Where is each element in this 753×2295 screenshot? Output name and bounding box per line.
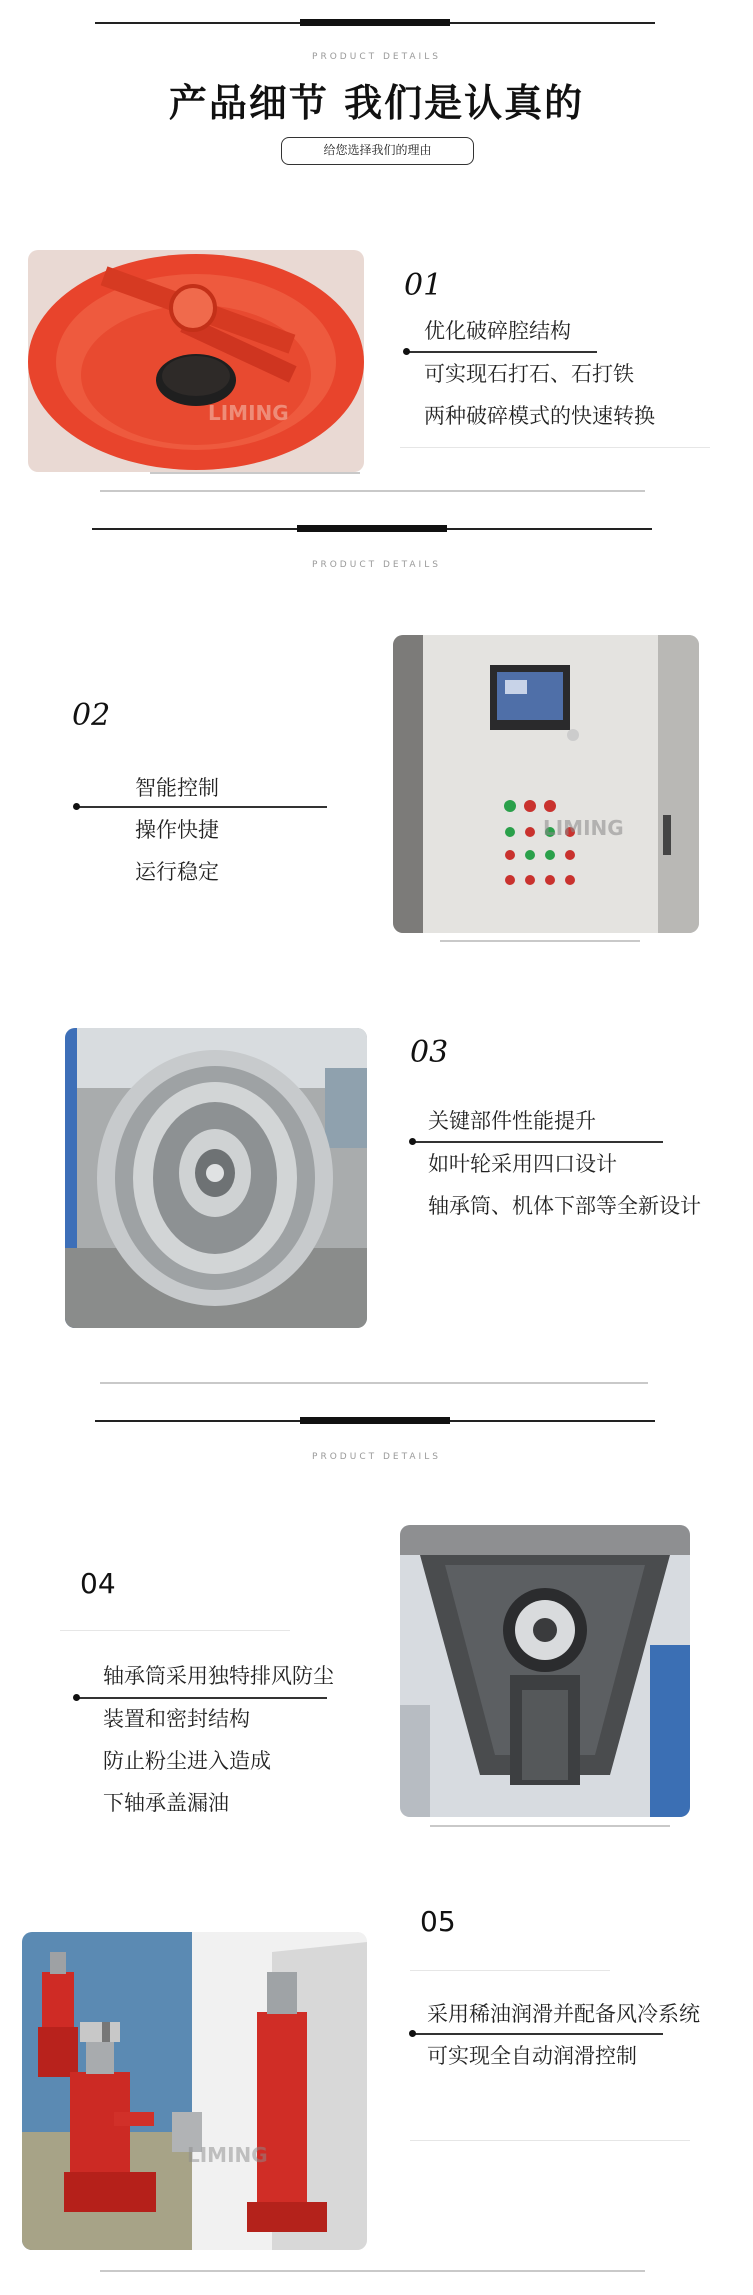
watermark-logo: LIMING [208, 401, 289, 425]
divider [410, 2140, 690, 2141]
feature-number: 02 [72, 698, 111, 733]
feature-line: 轴承筒采用独特排风防尘 [103, 1664, 334, 1688]
feature-line: 优化破碎腔结构 [424, 319, 571, 343]
feature-line: 轴承筒、机体下部等全新设计 [428, 1194, 701, 1218]
divider [430, 1825, 670, 1827]
section-subtitle: PRODUCT DETAILS [312, 560, 441, 570]
feature-line: 防止粉尘进入造成 [103, 1749, 271, 1773]
feature-line: 可实现全自动润滑控制 [427, 2044, 637, 2068]
feature-bullet-rule [77, 1697, 327, 1699]
divider [100, 1382, 648, 1384]
photo-impeller-housing [65, 1028, 367, 1328]
divider [410, 1970, 610, 1971]
feature-line: 如叶轮采用四口设计 [428, 1152, 617, 1176]
feature-line: 下轴承盖漏油 [103, 1791, 229, 1815]
feature-line: 运行稳定 [135, 860, 219, 884]
feature-number: 03 [410, 1035, 449, 1070]
watermark-logo: LIMING [187, 2143, 268, 2167]
photo-hydraulic-jack [22, 1932, 367, 2250]
section-subtitle: PRODUCT DETAILS [312, 1452, 441, 1462]
header-top-rule [95, 22, 655, 24]
divider [150, 472, 360, 474]
feature-bullet-rule [407, 351, 597, 353]
feature-line: 智能控制 [135, 776, 219, 800]
feature-line: 采用稀油润滑并配备风冷系统 [427, 2002, 700, 2026]
section-top-rule [95, 1420, 655, 1422]
feature-number: 04 [80, 1567, 116, 1600]
feature-bullet-rule [413, 1141, 663, 1143]
feature-line: 装置和密封结构 [103, 1707, 250, 1731]
feature-number: 01 [404, 268, 443, 303]
header-subtitle: PRODUCT DETAILS [312, 52, 441, 62]
divider [400, 447, 710, 448]
divider [440, 940, 640, 942]
feature-line: 可实现石打石、石打铁 [424, 362, 634, 386]
divider [100, 490, 645, 492]
photo-bearing-cylinder [400, 1525, 690, 1817]
watermark-logo: LIMING [543, 816, 624, 840]
feature-bullet-rule [77, 806, 327, 808]
feature-line: 关键部件性能提升 [428, 1109, 596, 1133]
photo-crusher-chamber [28, 250, 364, 472]
reason-pill: 给您选择我们的理由 [281, 137, 474, 165]
photo-control-cabinet [393, 635, 699, 933]
feature-line: 操作快捷 [135, 818, 219, 842]
section-top-rule [92, 528, 652, 530]
feature-number: 05 [420, 1905, 456, 1938]
feature-line: 两种破碎模式的快速转换 [424, 404, 655, 428]
feature-bullet-rule [413, 2033, 663, 2035]
divider [100, 2270, 645, 2272]
page-title: 产品细节 我们是认真的 [168, 80, 585, 125]
divider [60, 1630, 290, 1631]
